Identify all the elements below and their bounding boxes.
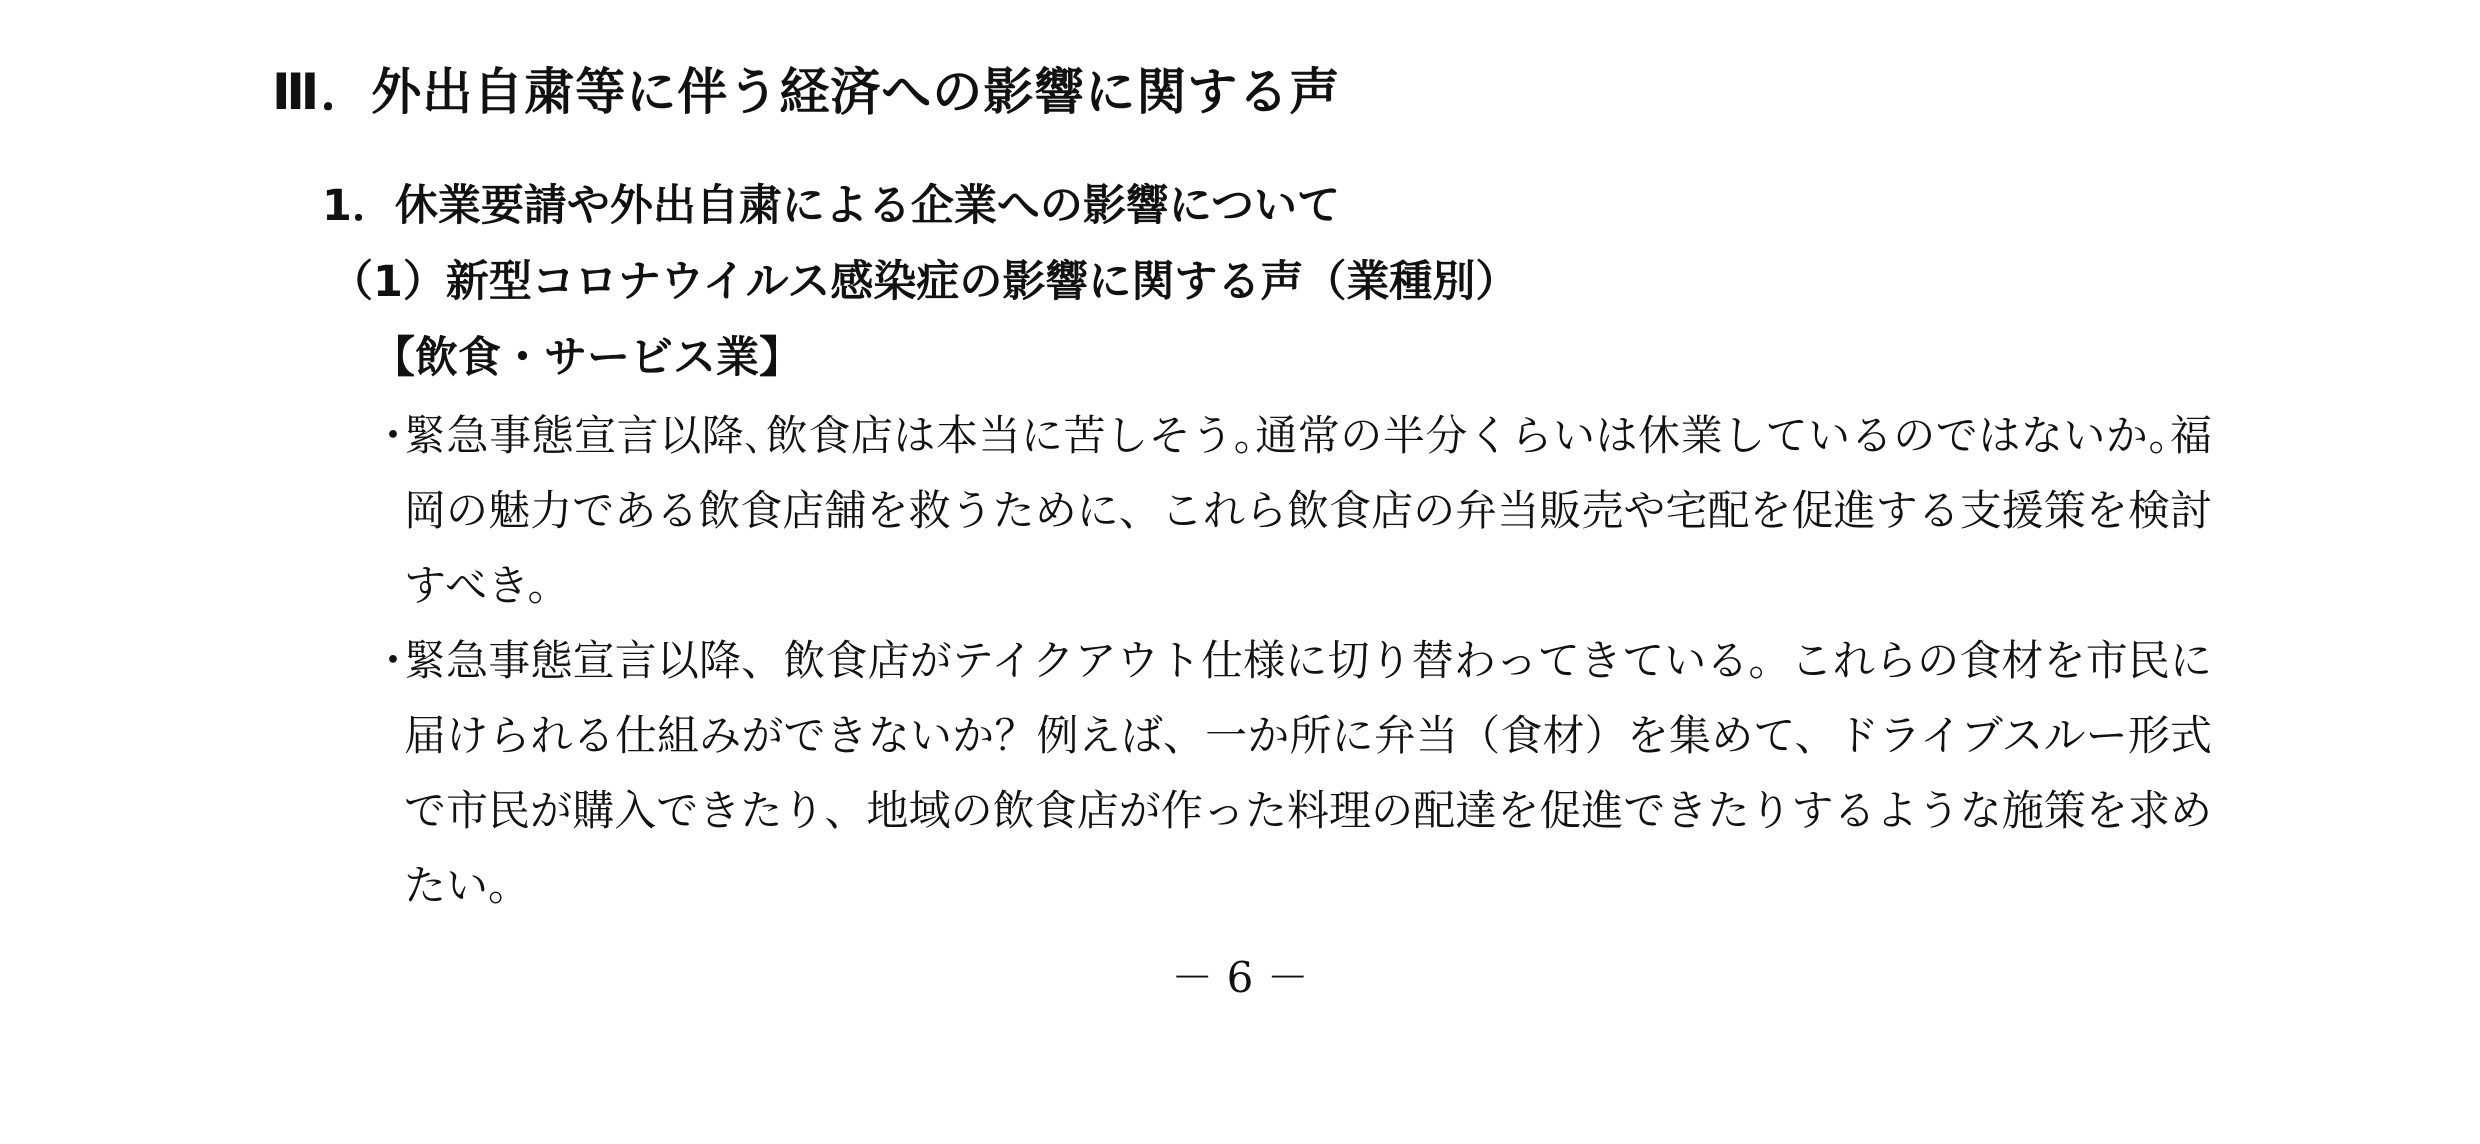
comment-text: 緊急事態宣言以降、飲食店がテイクアウト仕様に切り替わってきている。これらの食材を市民に届けられる仕組みができないか？例えば、一か所に弁当（食材）を集めて、ドライブスルー形式で市民が購入できたり、地域の飲食店が作った料理の配達を促進できたりするような施策を求めたい。 [404, 636, 2212, 910]
category-heading: 【飲食・サービス業】 [372, 333, 802, 383]
comment-item [372, 398, 2212, 623]
comment-item [372, 623, 2212, 923]
bullet-mark: ・ [372, 636, 415, 685]
page-number: － 6 － [1171, 953, 1309, 1002]
subsubsection-heading: （1）新型コロナウイルス感染症の影響に関する声（業種別） [330, 257, 1519, 307]
comment-list [372, 398, 2212, 923]
bullet-mark: ・ [372, 411, 415, 460]
subsection-heading: 1．休業要請や外出自粛による企業への影響について [322, 181, 1341, 231]
section-heading: Ⅲ．外出自粛等に伴う経済への影響に関する声 [272, 63, 1341, 121]
comment-text: 緊急事態宣言以降､飲食店は本当に苦しそう｡通常の半分くらいは休業しているのではないか｡福岡の魅力である飲食店舗を救うために、これら飲食店の弁当販売や宅配を促進する支援策を検討すべき。 [404, 411, 2212, 610]
